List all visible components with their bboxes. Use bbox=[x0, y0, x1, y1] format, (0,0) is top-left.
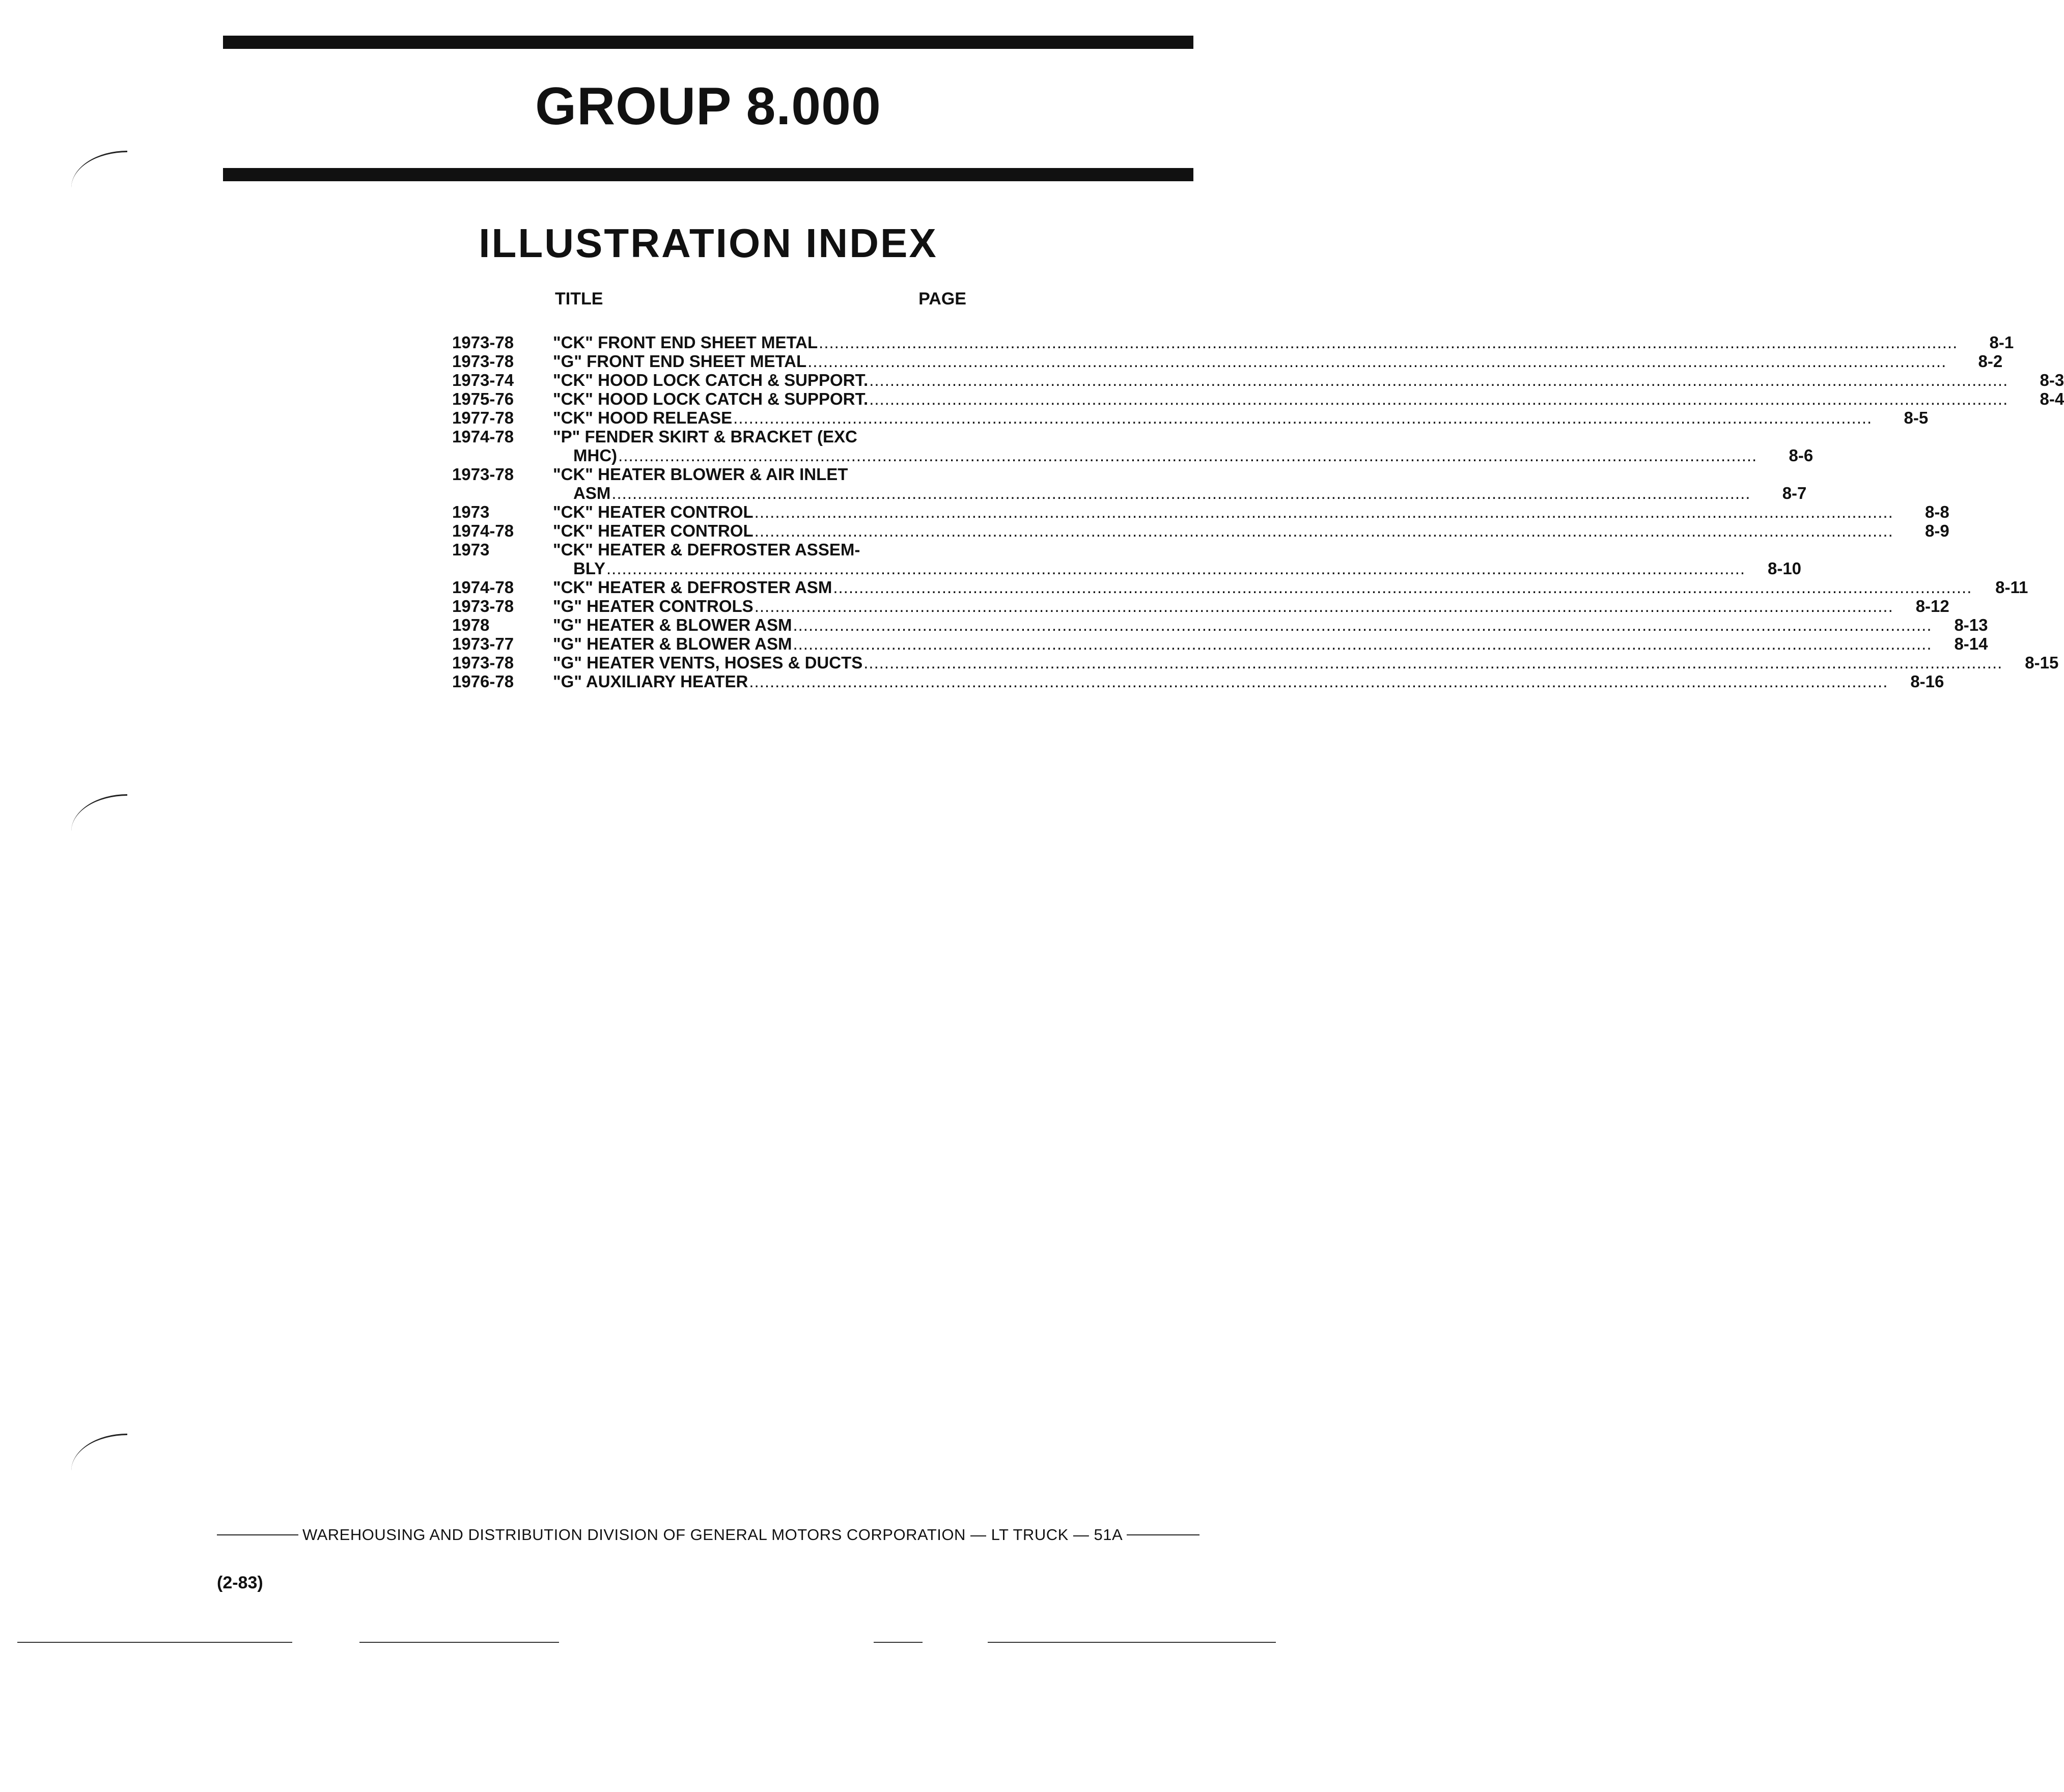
bottom-rule-segment bbox=[988, 1642, 1276, 1643]
bottom-rule-segment bbox=[359, 1642, 559, 1643]
entry-title-line bbox=[553, 653, 2002, 672]
entry-title-text: "CK" HEATER & DEFROSTER ASM bbox=[553, 578, 832, 597]
leader-dots: ............................................................................................................................................................................................................................ bbox=[869, 371, 2009, 389]
entry-year: 1973-78 bbox=[452, 465, 514, 484]
entry-page: 8-9 bbox=[1925, 521, 1949, 540]
entry-page: 8-8 bbox=[1925, 502, 1949, 521]
entry-title bbox=[553, 578, 1972, 597]
entry-title bbox=[553, 615, 1932, 634]
entry-page: 8-2 bbox=[1978, 352, 2003, 371]
entry-title-text: "CK" HEATER BLOWER & AIR INLET bbox=[553, 465, 848, 484]
top-rule-bar bbox=[223, 36, 1193, 49]
entry-year: 1973-77 bbox=[452, 634, 514, 653]
entry-year: 1978 bbox=[452, 615, 490, 634]
entry-page: 8-15 bbox=[2025, 653, 2059, 672]
entry-title-line bbox=[553, 427, 1757, 446]
entry-page: 8-10 bbox=[1767, 559, 1802, 578]
entry-title-line bbox=[553, 540, 1745, 559]
entry-title bbox=[553, 408, 1872, 427]
entry-page: 8-7 bbox=[1782, 484, 1807, 502]
entry-year: 1977-78 bbox=[452, 408, 514, 427]
group-title: GROUP 8.000 bbox=[535, 77, 881, 136]
leader-dots: ............................................................................................................................................................................................................................ bbox=[754, 521, 1893, 540]
leader-dots: ............................................................................................................................................................................................................................ bbox=[618, 446, 1758, 465]
entry-title-line bbox=[553, 465, 1750, 484]
index-entry bbox=[452, 578, 2028, 597]
leader-dots: ............................................................................................................................................................................................................................ bbox=[606, 559, 1746, 578]
entry-title-line bbox=[553, 408, 1872, 427]
entry-year: 1975-76 bbox=[452, 389, 514, 408]
leader-dots: ............................................................................................................................................................................................................................ bbox=[793, 634, 1932, 653]
entry-title-line bbox=[553, 502, 1893, 521]
entry-title-text: "G" FRONT END SHEET METAL bbox=[553, 352, 807, 371]
entry-page: 8-1 bbox=[1989, 333, 2014, 352]
entry-title-line bbox=[553, 521, 1893, 540]
illustration-index-title: ILLUSTRATION INDEX bbox=[479, 220, 938, 266]
entry-year: 1973-78 bbox=[452, 352, 514, 371]
entry-title-text: "P" FENDER SKIRT & BRACKET (EXC bbox=[553, 427, 857, 446]
column-header-page: PAGE bbox=[918, 289, 966, 309]
footer-dash-right bbox=[1127, 1534, 1200, 1535]
leader-dots: ............................................................................................................................................................................................................................ bbox=[863, 653, 2003, 672]
entry-year: 1976-78 bbox=[452, 672, 514, 691]
entry-page: 8-14 bbox=[1954, 634, 1988, 653]
entry-page: 8-13 bbox=[1954, 615, 1988, 634]
index-entry bbox=[452, 465, 1807, 502]
entry-title-line bbox=[553, 578, 1972, 597]
index-entry bbox=[452, 521, 1949, 540]
entry-title-text: "CK" HOOD RELEASE bbox=[553, 408, 733, 427]
entry-title bbox=[553, 502, 1893, 521]
entry-title-text: "CK" HEATER CONTROL bbox=[553, 521, 754, 540]
entry-title bbox=[553, 389, 2008, 408]
entry-title-line bbox=[553, 484, 1750, 502]
entry-title-text: "G" HEATER & BLOWER ASM bbox=[553, 615, 792, 634]
entry-year: 1974-78 bbox=[452, 578, 514, 597]
entry-year: 1973-78 bbox=[452, 333, 514, 352]
index-entry bbox=[452, 653, 2059, 672]
entry-title bbox=[553, 540, 1745, 578]
entry-year: 1974-78 bbox=[452, 427, 514, 446]
entry-page: 8-3 bbox=[2040, 371, 2064, 389]
footer-line bbox=[217, 1526, 1200, 1544]
punch-hole-mark bbox=[71, 794, 127, 831]
punch-hole-mark bbox=[71, 151, 127, 188]
entry-title bbox=[553, 672, 1888, 691]
entry-page: 8-16 bbox=[1910, 672, 1944, 691]
entry-title bbox=[553, 465, 1750, 502]
entry-title-text: "CK" HEATER CONTROL bbox=[553, 502, 754, 521]
index-entry bbox=[452, 333, 2014, 352]
entry-page: 8-6 bbox=[1789, 446, 1814, 465]
entry-title-line bbox=[553, 389, 2008, 408]
bottom-rule-segment bbox=[17, 1642, 292, 1643]
entry-title-text: "CK" HOOD LOCK CATCH & SUPPORT. bbox=[553, 389, 869, 408]
index-entry bbox=[452, 389, 2064, 408]
entry-title-text: ASM bbox=[573, 484, 611, 502]
entry-title-line bbox=[553, 634, 1932, 653]
entry-year: 1973-78 bbox=[452, 597, 514, 615]
entry-title-text: "G" HEATER VENTS, HOSES & DUCTS bbox=[553, 653, 863, 672]
entry-title-text: "G" AUXILIARY HEATER bbox=[553, 672, 748, 691]
index-entry bbox=[452, 352, 2003, 371]
entry-title bbox=[553, 352, 1946, 371]
entry-year: 1973 bbox=[452, 540, 490, 559]
header-rule-bar bbox=[223, 168, 1193, 181]
entry-page: 8-4 bbox=[2040, 389, 2064, 408]
index-entry bbox=[452, 502, 1949, 521]
entry-title-line bbox=[553, 615, 1932, 634]
leader-dots: ............................................................................................................................................................................................................................ bbox=[833, 578, 1972, 597]
entry-title bbox=[553, 597, 1893, 615]
entry-title-text: BLY bbox=[573, 559, 605, 578]
entry-title-text: "CK" HOOD LOCK CATCH & SUPPORT. bbox=[553, 371, 869, 389]
entry-title-line bbox=[553, 559, 1745, 578]
entry-title-line bbox=[553, 597, 1893, 615]
entry-year: 1973-78 bbox=[452, 653, 514, 672]
entry-page: 8-12 bbox=[1915, 597, 1949, 615]
bottom-rule-segment bbox=[874, 1642, 923, 1643]
leader-dots: ............................................................................................................................................................................................................................ bbox=[611, 484, 1751, 502]
entry-title-line bbox=[553, 352, 1946, 371]
index-entry bbox=[452, 615, 1988, 634]
entry-title-line bbox=[553, 371, 2008, 389]
leader-dots: ............................................................................................................................................................................................................................ bbox=[793, 615, 1932, 634]
leader-dots: ............................................................................................................................................................................................................................ bbox=[749, 672, 1888, 691]
index-entry bbox=[452, 597, 1949, 615]
punch-hole-mark bbox=[71, 1434, 127, 1471]
entry-title bbox=[553, 634, 1932, 653]
entry-title-text: "CK" HEATER & DEFROSTER ASSEM- bbox=[553, 540, 860, 559]
leader-dots: ............................................................................................................................................................................................................................ bbox=[754, 502, 1893, 521]
revision-code: (2-83) bbox=[217, 1573, 263, 1592]
entry-year: 1973-74 bbox=[452, 371, 514, 389]
leader-dots: ............................................................................................................................................................................................................................ bbox=[733, 408, 1873, 427]
entry-title-text: "G" HEATER & BLOWER ASM bbox=[553, 634, 792, 653]
entry-title-text: "CK" FRONT END SHEET METAL bbox=[553, 333, 818, 352]
index-entry bbox=[452, 672, 1944, 691]
entry-title bbox=[553, 427, 1757, 465]
index-entry bbox=[452, 427, 1814, 465]
entry-title bbox=[553, 521, 1893, 540]
column-header-title: TITLE bbox=[555, 289, 603, 309]
entry-title-text: MHC) bbox=[573, 446, 618, 465]
entry-title bbox=[553, 333, 1958, 352]
leader-dots: ............................................................................................................................................................................................................................ bbox=[869, 389, 2009, 408]
leader-dots: ............................................................................................................................................................................................................................ bbox=[807, 352, 1947, 371]
entry-title bbox=[553, 653, 2002, 672]
index-entry bbox=[452, 540, 1802, 578]
entry-page: 8-5 bbox=[1904, 408, 1929, 427]
entry-title-line bbox=[553, 672, 1888, 691]
entry-page: 8-11 bbox=[1995, 578, 2028, 597]
index-entry bbox=[452, 408, 1929, 427]
entry-year: 1973 bbox=[452, 502, 490, 521]
entry-title bbox=[553, 371, 2008, 389]
entry-title-text: "G" HEATER CONTROLS bbox=[553, 597, 754, 615]
illustration-index-list bbox=[452, 333, 2064, 691]
footer-dash-left bbox=[217, 1534, 298, 1535]
entry-year: 1974-78 bbox=[452, 521, 514, 540]
footer-text: WAREHOUSING AND DISTRIBUTION DIVISION OF GENERAL MOTORS CORPORATION — LT TRUCK — 51A bbox=[302, 1526, 1123, 1544]
entry-title-line bbox=[553, 333, 1958, 352]
leader-dots: ............................................................................................................................................................................................................................ bbox=[819, 333, 1958, 352]
entry-title-line bbox=[553, 446, 1757, 465]
leader-dots: ............................................................................................................................................................................................................................ bbox=[754, 597, 1893, 615]
index-entry bbox=[452, 371, 2064, 389]
index-entry bbox=[452, 634, 1988, 653]
